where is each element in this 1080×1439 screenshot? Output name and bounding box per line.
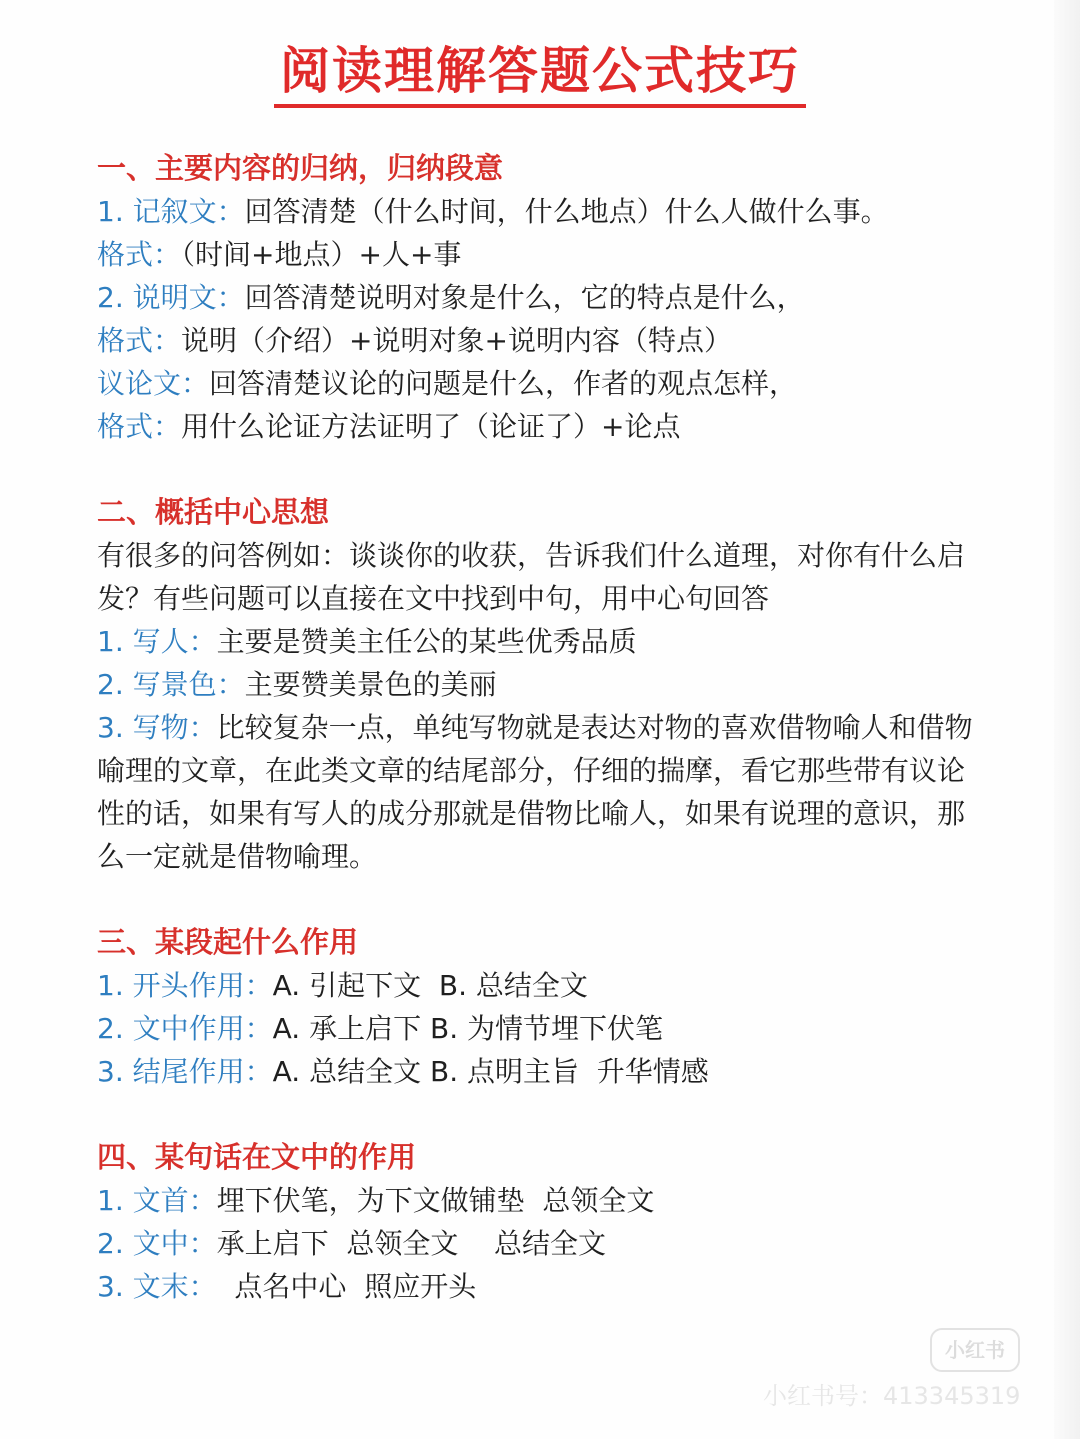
list-item bbox=[97, 362, 987, 405]
list-item bbox=[97, 706, 987, 878]
section-1 bbox=[97, 147, 987, 448]
list-item bbox=[97, 276, 987, 319]
watermark-logo: 小红书 bbox=[930, 1328, 1020, 1372]
item-text: 说明（介绍）+说明对象+说明内容（特点） bbox=[181, 324, 732, 357]
list-item bbox=[97, 964, 987, 1007]
list-item bbox=[97, 233, 987, 276]
section-3 bbox=[97, 921, 987, 1093]
list-item bbox=[97, 1222, 987, 1265]
item-label: 1. 写人： bbox=[97, 625, 217, 658]
item-text: A. 引起下文 B. 总结全文 bbox=[272, 969, 588, 1002]
section-heading: 二、概括中心思想 bbox=[97, 495, 330, 529]
item-label: 3. 结尾作用： bbox=[97, 1055, 273, 1088]
section-heading: 四、某句话在文中的作用 bbox=[97, 1140, 417, 1174]
list-item bbox=[97, 1007, 987, 1050]
item-label: 2. 文中作用： bbox=[97, 1012, 273, 1045]
item-label: 3. 写物： bbox=[97, 711, 217, 744]
item-text: 埋下伏笔，为下文做铺垫 总领全文 bbox=[216, 1184, 655, 1217]
section-heading: 三、某段起什么作用 bbox=[97, 925, 359, 959]
item-label: 议论文： bbox=[97, 367, 210, 400]
list-item bbox=[97, 1265, 987, 1308]
item-text: （时间+地点）+人+事 bbox=[181, 238, 462, 271]
item-label: 1. 开头作用： bbox=[97, 969, 273, 1002]
page-title: 阅读理解答题公式技巧 bbox=[274, 38, 806, 108]
item-label: 2. 写景色： bbox=[97, 668, 245, 701]
list-item bbox=[97, 190, 987, 233]
title-wrap bbox=[0, 38, 1080, 108]
item-text: A. 总结全文 B. 点明主旨 升华情感 bbox=[272, 1055, 709, 1088]
item-text: A. 承上启下 B. 为情节埋下伏笔 bbox=[272, 1012, 663, 1045]
item-label: 格式： bbox=[97, 238, 182, 271]
section-gap bbox=[97, 878, 987, 921]
list-item bbox=[97, 663, 987, 706]
item-text: 回答清楚议论的问题是什么，作者的观点怎样， bbox=[209, 367, 798, 400]
item-text: 点名中心 照应开头 bbox=[216, 1270, 477, 1303]
item-label: 2. 文中： bbox=[97, 1227, 217, 1260]
watermark-id: 小红书号：413345319 bbox=[763, 1382, 1021, 1410]
item-text: 回答清楚（什么时间，什么地点）什么人做什么事。 bbox=[244, 195, 889, 228]
list-item bbox=[97, 1179, 987, 1222]
item-text: 比较复杂一点，单纯写物就是表达对物的喜欢借物喻人和借物喻理的文章，在此类文章的结尾部分，仔细的揣摩，看它那些带有议论性的话，如果有写人的成分那就是借物比喻人，如果有说理的意识，那么一定就是借物喻理。 bbox=[97, 711, 973, 873]
list-item bbox=[97, 405, 987, 448]
section-heading: 一、主要内容的归纳，归纳段意 bbox=[97, 151, 504, 185]
section-intro: 有很多的问答例如：谈谈你的收获，告诉我们什么道理，对你有什么启发？有些问题可以直接在文中找到中句，用中心句回答 bbox=[97, 539, 966, 615]
item-text: 主要是赞美主任公的某些优秀品质 bbox=[216, 625, 637, 658]
list-item bbox=[97, 620, 987, 663]
item-label: 1. 文首： bbox=[97, 1184, 217, 1217]
item-label: 格式： bbox=[97, 410, 182, 443]
item-label: 2. 说明文： bbox=[97, 281, 245, 314]
item-text: 承上启下 总领全文 总结全文 bbox=[216, 1227, 607, 1260]
item-text: 回答清楚说明对象是什么，它的特点是什么， bbox=[244, 281, 805, 314]
section-2 bbox=[97, 491, 987, 878]
item-text: 用什么论证方法证明了（论证了）+论点 bbox=[181, 410, 681, 443]
list-item bbox=[97, 319, 987, 362]
list-item bbox=[97, 1050, 987, 1093]
section-gap bbox=[97, 448, 987, 491]
item-label: 1. 记叙文： bbox=[97, 195, 245, 228]
section-4 bbox=[97, 1136, 987, 1308]
section-gap bbox=[97, 1093, 987, 1136]
page-edge-shadow bbox=[1054, 0, 1080, 1439]
item-label: 3. 文末： bbox=[97, 1270, 217, 1303]
item-text: 主要赞美景色的美丽 bbox=[244, 668, 497, 701]
content bbox=[97, 147, 987, 1308]
item-label: 格式： bbox=[97, 324, 182, 357]
